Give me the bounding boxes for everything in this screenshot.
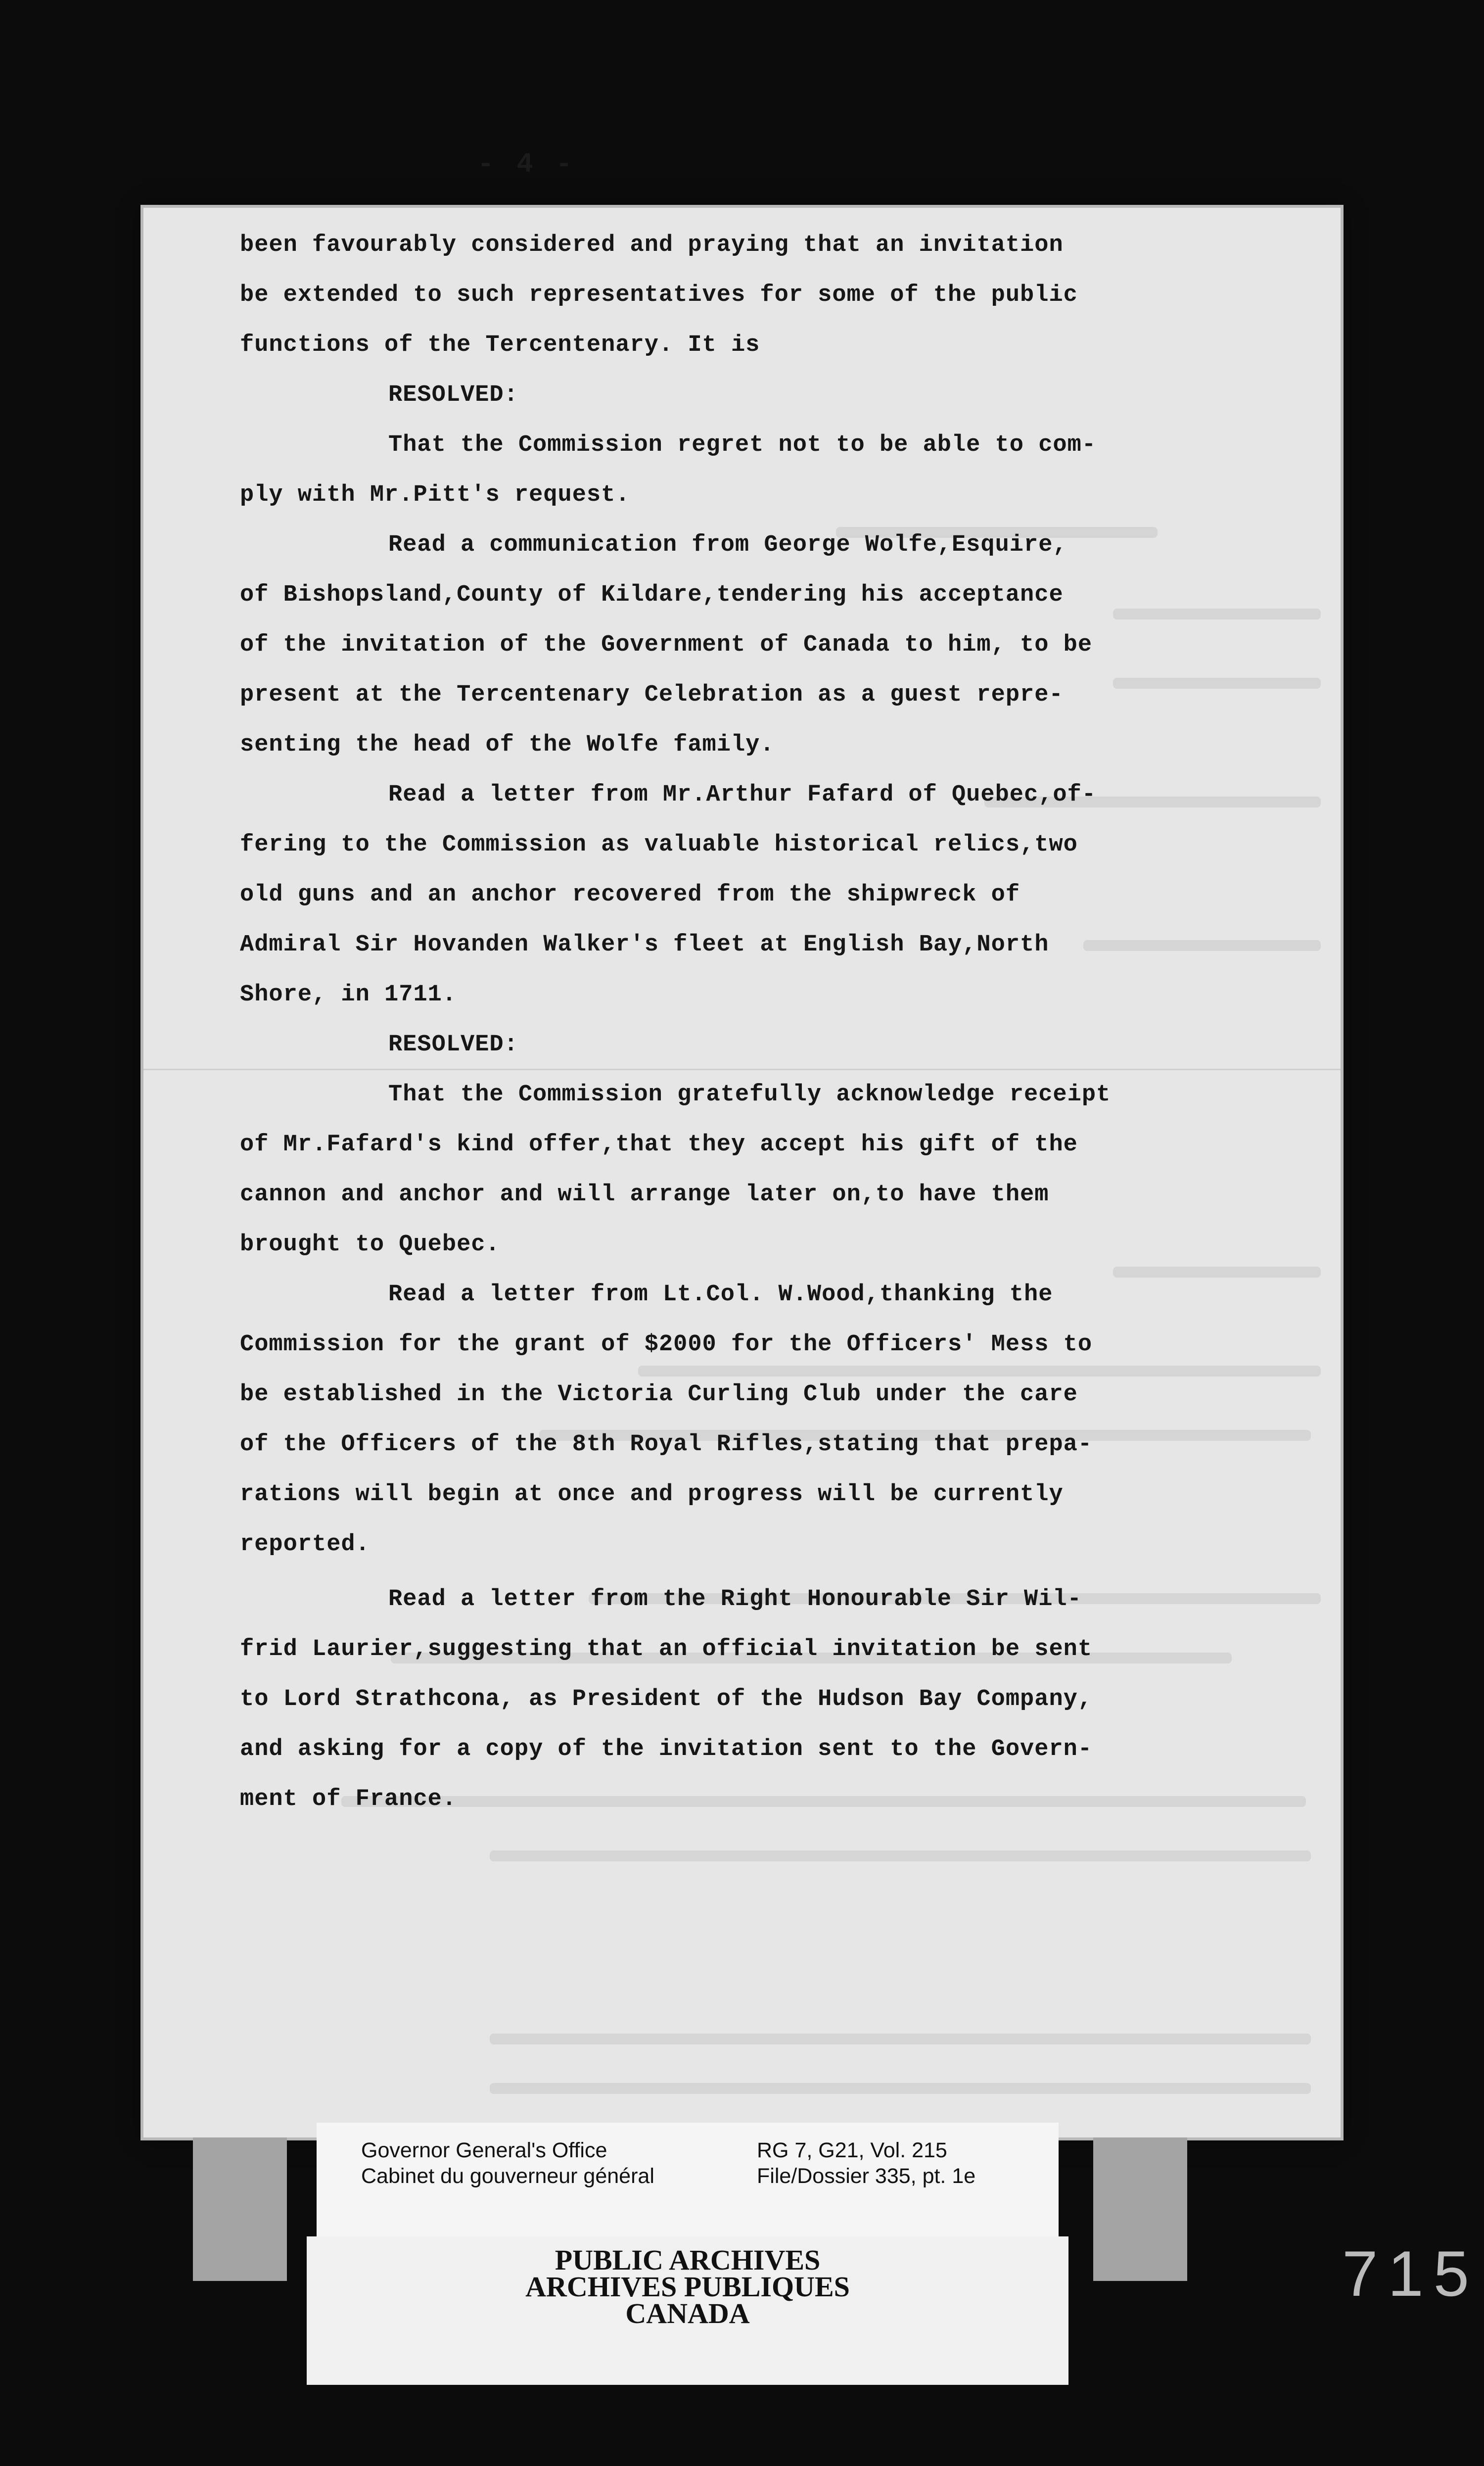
label-tab-right (1093, 2137, 1187, 2281)
document-body (240, 220, 1120, 1824)
body-line: of Mr.Fafard's kind offer,that they accept his gift of the (240, 1132, 1078, 1158)
body-line: Commission for the grant of $2000 for the Officers' Mess to (240, 1331, 1093, 1358)
body-line: of the invitation of the Government of Canada to him, to be (240, 632, 1093, 658)
body-line: of Bishopsland,County of Kildare,tendering his acceptance (240, 582, 1064, 608)
body-line: functions of the Tercentenary. It is (240, 332, 760, 358)
body-line: been favourably considered and praying that an invitation (240, 232, 1064, 258)
record-group-ref: RG 7, G21, Vol. 215 (757, 2138, 947, 2162)
archives-title-fr: ARCHIVES PUBLIQUES (525, 2271, 850, 2303)
body-line: of the Officers of the 8th Royal Rifles,stating that prepa- (240, 1431, 1093, 1458)
file-ref: File/Dossier 335, pt. 1e (757, 2164, 976, 2188)
body-line: Read a communication from George Wolfe,Esquire, (388, 532, 1067, 558)
archive-reference-label (317, 2123, 1059, 2251)
resolved-heading: RESOLVED: (388, 1032, 518, 1058)
resolved-heading: RESOLVED: (388, 382, 518, 408)
body-line: Read a letter from Lt.Col. W.Wood,thanking the (388, 1281, 1053, 1308)
body-line: That the Commission gratefully acknowledge receipt (388, 1082, 1111, 1108)
body-line: cannon and anchor and will arrange later on,to have them (240, 1182, 1049, 1208)
public-archives-label (307, 2236, 1068, 2385)
body-line: to Lord Strathcona, as President of the Hudson Bay Company, (240, 1686, 1093, 1712)
body-line: be established in the Victoria Curling Club under the care (240, 1381, 1078, 1408)
body-line: Admiral Sir Hovanden Walker's fleet at English Bay,North (240, 932, 1049, 958)
body-line: That the Commission regret not to be able to com- (388, 432, 1097, 458)
archives-country: CANADA (625, 2297, 750, 2329)
body-line: present at the Tercentenary Celebration as a guest repre- (240, 682, 1064, 708)
body-line: be extended to such representatives for some of the public (240, 282, 1078, 308)
office-name-fr: Cabinet du gouverneur général (361, 2164, 654, 2188)
body-line: senting the head of the Wolfe family. (240, 732, 775, 758)
page-number: - 4 - (477, 148, 576, 180)
body-line: ment of France. (240, 1786, 457, 1812)
body-line: Shore, in 1711. (240, 982, 457, 1008)
body-line: brought to Quebec. (240, 1232, 500, 1258)
body-line: Read a letter from Mr.Arthur Fafard of Quebec,of- (388, 782, 1097, 808)
body-line: fering to the Commission as valuable historical relics,two (240, 832, 1078, 858)
body-line: reported. (240, 1531, 370, 1558)
body-line: old guns and an anchor recovered from the shipwreck of (240, 882, 1020, 908)
body-line: and asking for a copy of the invitation sent to the Govern- (240, 1736, 1093, 1762)
body-line: Read a letter from the Right Honourable Sir Wil- (388, 1586, 1082, 1612)
body-line: rations will begin at once and progress will be currently (240, 1481, 1064, 1508)
body-line: frid Laurier,suggesting that an official invitation be sent (240, 1636, 1093, 1662)
frame-number: 715 (1342, 2237, 1479, 2310)
office-name-en: Governor General's Office (361, 2138, 607, 2162)
body-line: ply with Mr.Pitt's request. (240, 482, 630, 508)
archives-title-en: PUBLIC ARCHIVES (555, 2244, 821, 2276)
label-tab-left (193, 2137, 287, 2281)
